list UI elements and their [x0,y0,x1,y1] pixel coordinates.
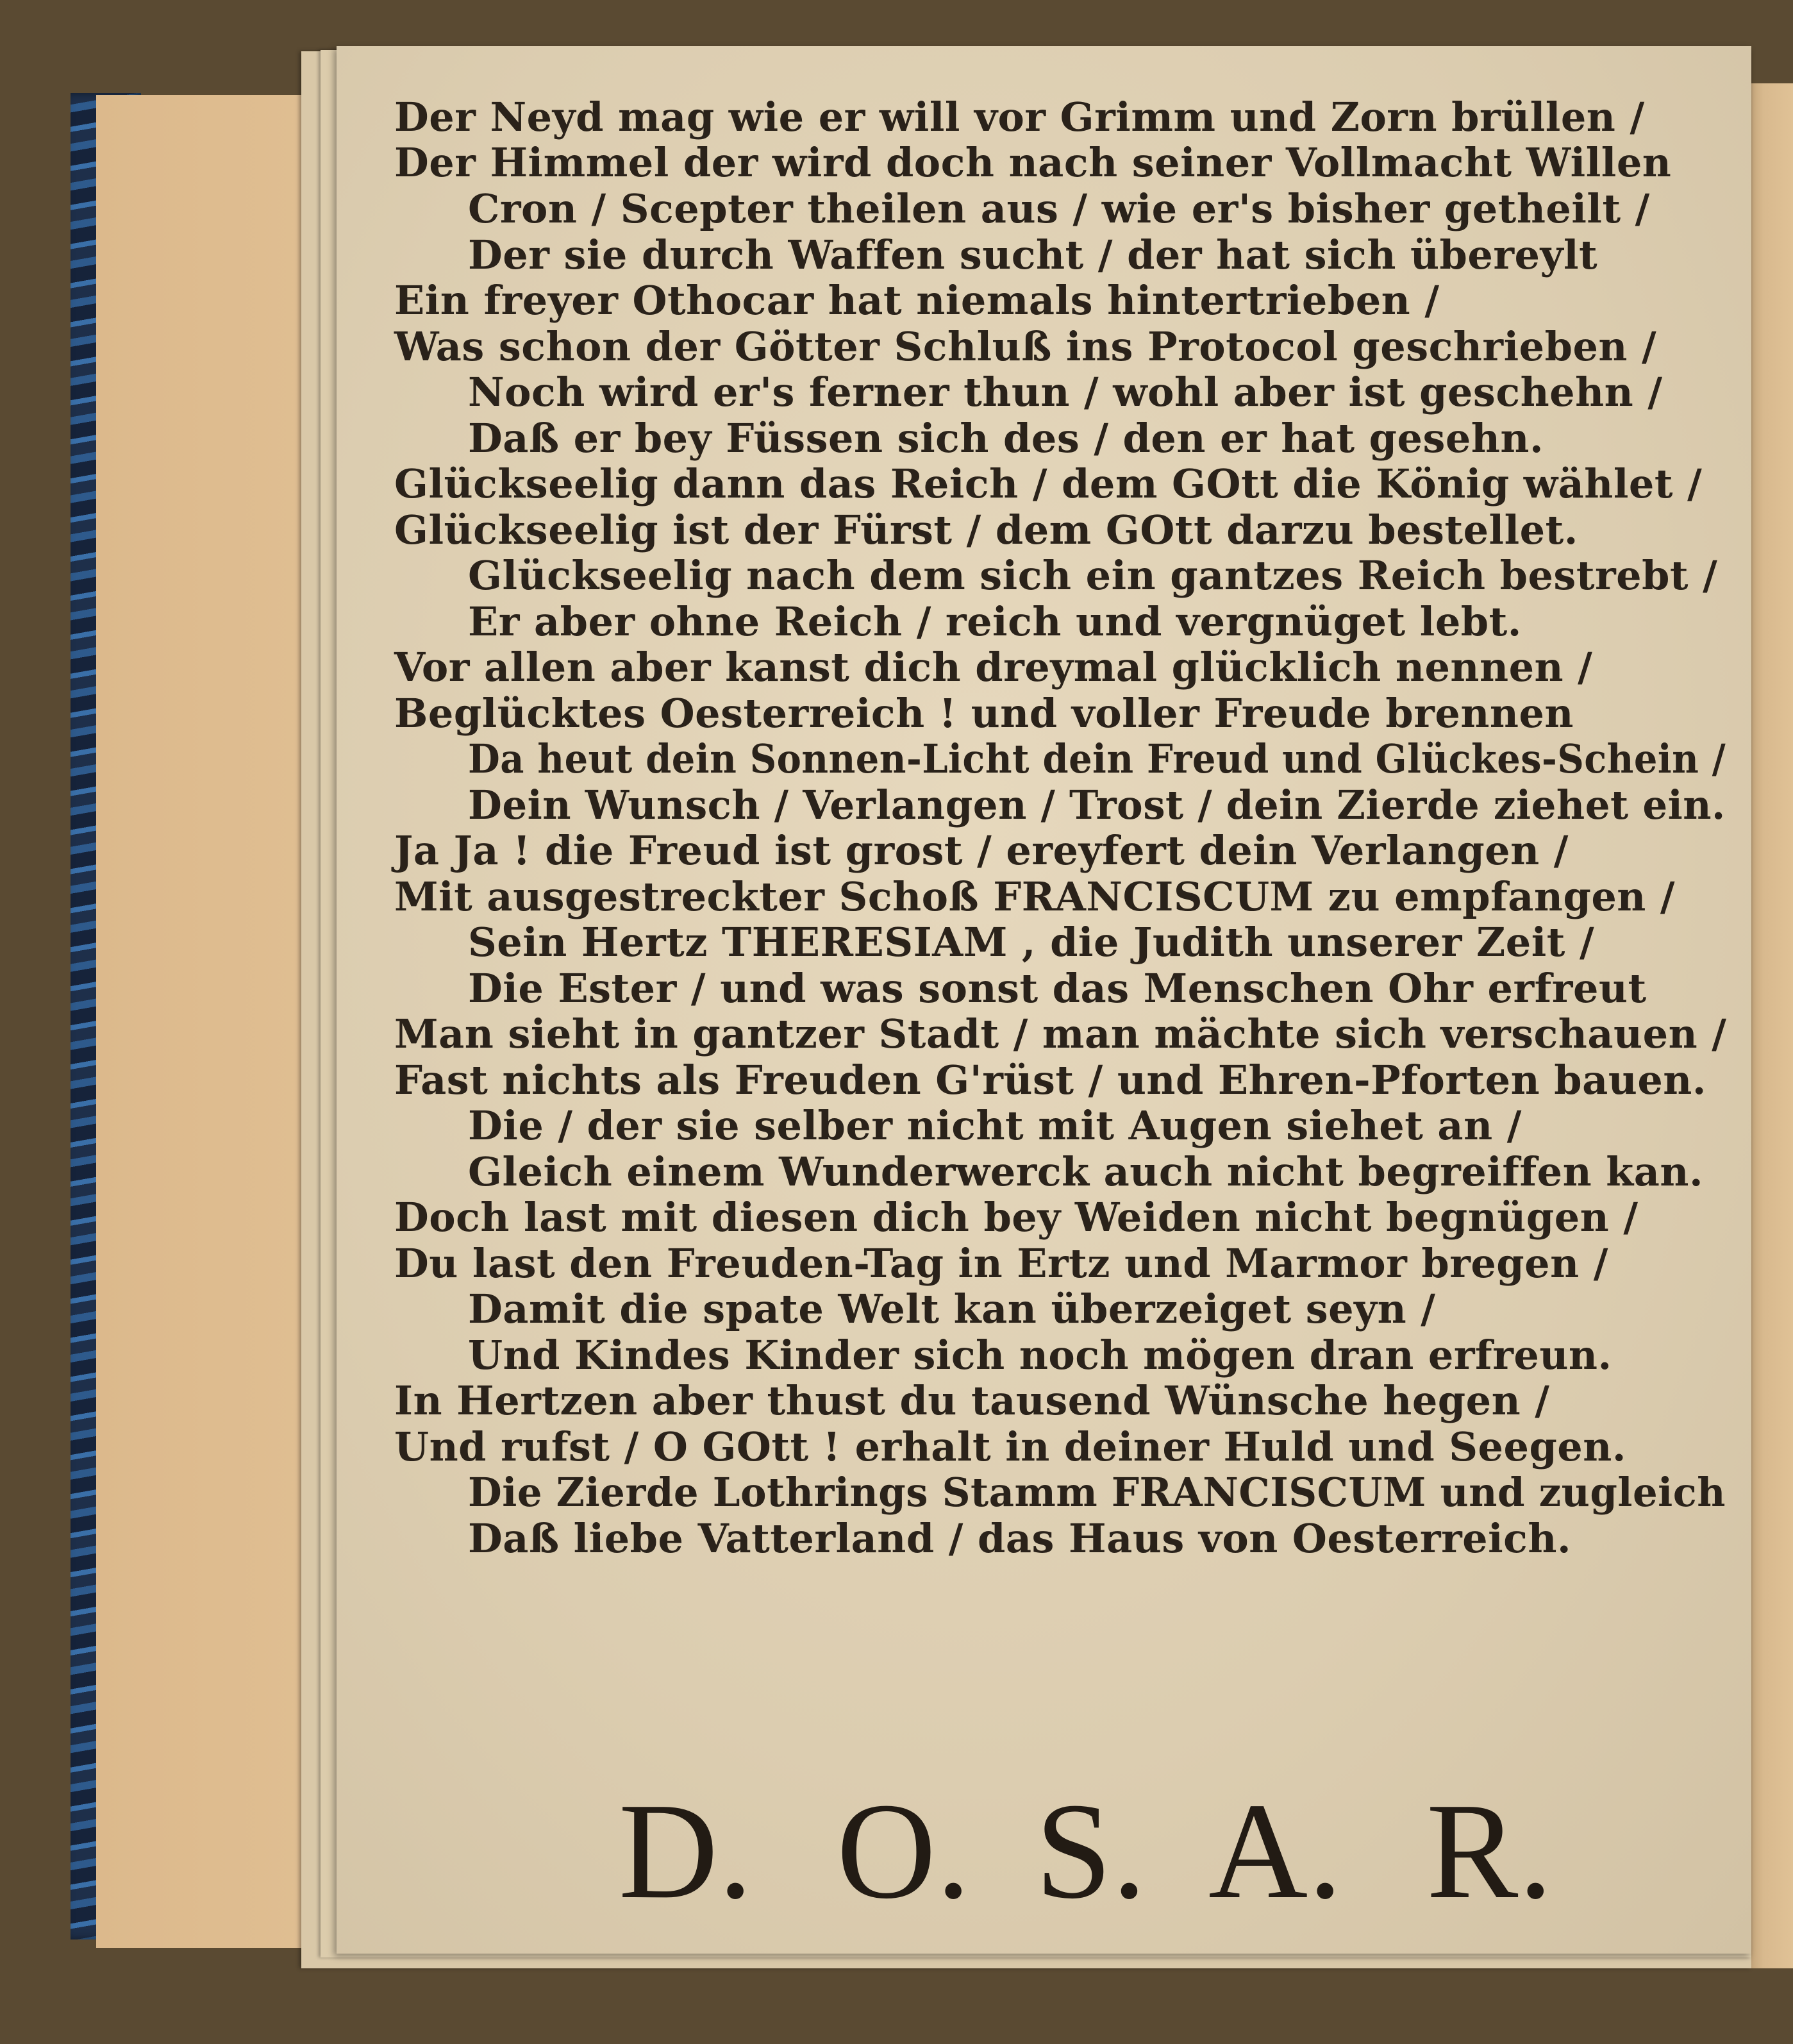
poem-line: Du last den Freuden-Tag in Ertz und Marmor bregen / [394,1240,1608,1287]
poem-line: Daß liebe Vatterland / das Haus von Oesterreich. [468,1515,1572,1562]
poem-line: Beglücktes Oesterreich ! und voller Freude brennen [394,690,1574,737]
poem-line: Die Zierde Lothrings Stamm FRANCISCUM und zugleich [468,1469,1726,1516]
poem-line: Glückseelig ist der Fürst / dem GOtt darzu bestellet. [394,507,1578,553]
poem-line: Mit ausgestreckter Schoß FRANCISCUM zu empfangen / [394,873,1676,920]
poem-line: Da heut dein Sonnen-Licht dein Freud und Glückes-Schein / [468,735,1726,782]
poem-line: Ja Ja ! die Freud ist grost / ereyfert dein Verlangen / [394,827,1569,874]
signature-letter: S. [1035,1774,1147,1927]
poem-line: Man sieht in gantzer Stadt / man mächte sich verschauen / [394,1010,1727,1057]
signature-letter: R. [1426,1774,1553,1927]
poem-line: Ein freyer Othocar hat niemals hintertrieben / [394,277,1440,324]
poem-line: Noch wird er's ferner thun / wohl aber ist geschehn / [468,369,1663,415]
signature-letter: O. [837,1774,971,1927]
poem-line: Der Himmel der wird doch nach seiner Vollmacht Willen [394,139,1672,186]
signature-initials [337,46,1751,1954]
poem-line: Und rufst / O GOtt ! erhalt in deiner Huld und Seegen. [394,1423,1626,1470]
poem-line: Daß er bey Füssen sich des / den er hat gesehn. [468,415,1544,462]
poem-line: Vor allen aber kanst dich dreymal glücklich nennen / [394,644,1593,691]
poem-line: In Hertzen aber thust du tausend Wünsche hegen / [394,1377,1550,1424]
poem-line: Glückseelig nach dem sich ein gantzes Reich bestrebt / [468,552,1718,599]
signature-letter: A. [1208,1774,1343,1927]
signature-letter: D. [619,1774,753,1927]
poem-line: Die Ester / und was sonst das Menschen Ohr erfreut [468,965,1647,1012]
poem-line: Die / der sie selber nicht mit Augen siehet an / [468,1102,1522,1149]
poem-line: Und Kindes Kinder sich noch mögen dran erfreun. [468,1332,1612,1378]
poem-line: Was schon der Götter Schluß ins Protocol geschrieben / [394,323,1657,370]
poem-line: Der sie durch Waffen sucht / der hat sich übereylt [468,231,1598,278]
poem-line: Der Neyd mag wie er will vor Grimm und Zorn brüllen / [394,94,1645,140]
printed-page [337,46,1751,1954]
poem-line: Sein Hertz THERESIAM , die Judith unserer Zeit / [468,919,1595,966]
poem-line: Doch last mit diesen dich bey Weiden nicht begnügen / [394,1194,1639,1241]
poem-line: Fast nichts als Freuden G'rüst / und Ehren-Pforten bauen. [394,1057,1706,1103]
poem-line: Gleich einem Wunderwerck auch nicht begreiffen kan. [468,1148,1704,1195]
poem-line: Cron / Scepter theilen aus / wie er's bisher getheilt / [468,185,1650,232]
poem-line: Damit die spate Welt kan überzeiget seyn / [468,1286,1436,1332]
poem-line: Er aber ohne Reich / reich und vergnüget lebt. [468,598,1522,645]
poem-line: Glückseelig dann das Reich / dem GOtt die König wählet / [394,460,1703,507]
poem-line: Dein Wunsch / Verlangen / Trost / dein Zierde ziehet ein. [468,782,1726,828]
